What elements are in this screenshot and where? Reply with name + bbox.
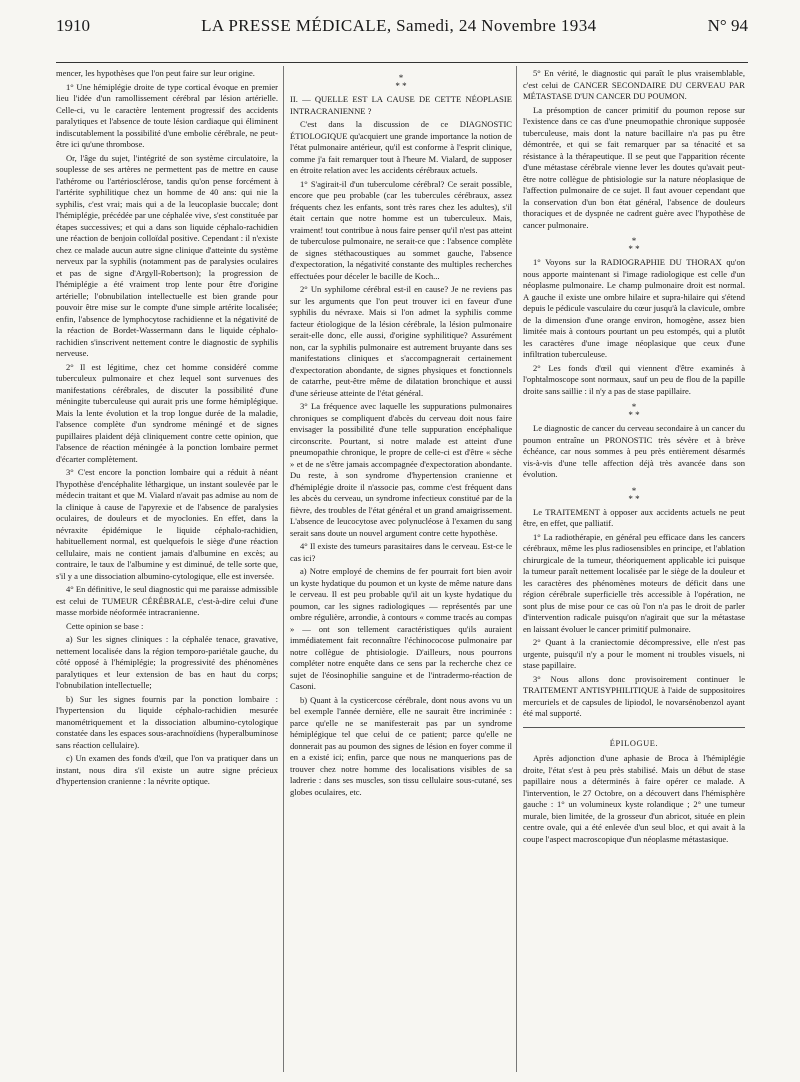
column-1 (56, 68, 278, 790)
col1-body (56, 68, 278, 788)
epilogue-body (523, 753, 745, 845)
paragraph: 2° Un syphilome cérébral est-il en cause? Je ne reviens pas sur les arguments que l'on peut trouver ici en faveur d'une syphilis du névraxe. Mais si l'on admet la syphilis comme facteur étiologique de la lésion cérébrale, la lésion pulmonaire serait-elle donc, elle aussi, d'origine syphilitique? Assurément non, car la syphilis pulmonaire est autrement bruyante dans ses manifestations cliniques et s'accompagnerait certainement d'expectoration abondante, de signes physiques et fonctionnels de catarrhe, peut-être même de dilatation bronchique et aussi d'une sérieuse atteinte de l'état général. (290, 284, 512, 398)
section-separator: * * * (628, 485, 640, 504)
paragraph: b) Quant à la cysticercose cérébrale, dont nous avons vu un bel exemple l'année dernière, elle ne saurait être incriminée : parce qu'elle ne se manifesterait pas par un syndrome hémiplégique tel que celui de ce patient; parce qu'elle ne donnerait pas au poumon des signes de lésion en foyer comme il en a existé ici; enfin, parce que nous ne manquerions pas de trouver chez notre homme des localisations visibles de sa ladrerie : dans ses muscles, son tissu cellulaire sous-cutané, ses globes oculaires, etc. (290, 694, 512, 797)
col3-body-c (523, 423, 745, 481)
page-number: 1910 (56, 16, 90, 35)
paragraph: Cette opinion se base : (66, 620, 144, 631)
paragraph: 2° Il est légitime, chez cet homme considéré comme tuberculeux pulmonaire et chez lequel sont survenues des manifestations cérébrales, de discuter la possibilité d'une méningite tuberculeuse qui aurait pris une forme hémiplégique. Mais la lente évolution et la trop longue durée de la maladie, l'absence complète d'un syndrome méningé et de signes pupillaires plaident déjà cliniquement contre cette opinion, que l'absence de réaction méningée à la ponction lombaire permet d'écarter complètement. (56, 361, 278, 464)
col3-body-b (523, 257, 745, 397)
paragraph: 3° La fréquence avec laquelle les suppurations pulmonaires chroniques se compliquent d'abcès du cerveau doit nous faire envisager la possibilité d'une telle suppuration encéphalique circonscrite. Pourtant, si notre malade est atteint d'une pneumopathie chronique, le propre de celle-ci est d'être « sèche » et de ne s'être jamais accompagnée d'expectoration abondante. Du reste, à son syndrome d'hypertension cranienne et d'hémiplégie droite il n'associe pas, comme c'est fréquent dans les abcès du cerveau, un syndrome infectieux constitué par de la fièvre, des troubles de l'état général et un grand amaigrissement. L'absence de leucocytose avec polynucléose à l'examen du sang serait sans doute un nouvel argument contre cette hypothèse. (290, 401, 512, 538)
header-rule (56, 62, 748, 63)
page-header (56, 16, 748, 44)
paragraph: C'est dans la discussion de ce DIAGNOSTIC ÉTIOLOGIQUE qu'acquiert une grande importance la notion de l'état pulmonaire antérieur, qu'il est conforme à l'esprit clinique, comme j'a fait remarquer tout à l'heure M. Vialard, de supposer en étroite relation avec les accidents cérébraux actuels. (290, 119, 512, 175)
col3-body-a (523, 68, 745, 231)
paragraph: Après adjonction d'une aphasie de Broca à l'hémiplégie droite, l'état s'est à peu près stabilisé. Mais un début de stase papillaire nous a déterminés à faire opérer ce malade. A l'intervention, le 27 Octobre, on a découvert dans l'hémisphère gauche : 1° un volumineux kyste rolandique ; 2° une tumeur murale, bien limitée, de la grosseur d'un abricot, située en plein centre ovale, qui a été enlevée d'un seul bloc, et qui avait à la coupe l'aspect macroscopique d'un néoplasme métastasique. (523, 753, 745, 844)
paragraph: a) Sur les signes cliniques : la céphalée tenace, gravative, nettement localisée dans la région temporo-pariétale gauche, du côté opposé à l'hémiplégie; la progressivité des phénomènes paralytiques et leur extension de bas en haut du corps; l'obnubilation intellectuelle; (56, 634, 278, 690)
paragraph: 2° Les fonds d'œil qui viennent d'être examinés à l'ophtalmoscope sont normaux, sauf un peu de flou de la papille droite sans saillie : il n'y a pas de stase papillaire. (523, 362, 745, 396)
epilogue-heading: ÉPILOGUE. (609, 738, 659, 748)
paragraph: b) Sur les signes fournis par la ponction lombaire : l'hypertension du liquide céphalo-rachidien mesurée manométriquement et la dissociation albumino-cytologique constatée dans les espaces sous-arachnoïdiens (hyperalbuminose sans réaction cellulaire). (56, 693, 278, 750)
column-divider (283, 66, 284, 1072)
paragraph: Le diagnostic de cancer du cerveau secondaire à un cancer du poumon entraîne un PRONOSTIC très sévère et à brève échéance, car nous sommes à peu près entièrement désarmés vis-à-vis d'une telle affection déjà très avancée dans son évolution. (523, 423, 745, 479)
col2-body (290, 119, 512, 798)
paragraph: 3° Nous allons donc provisoirement continuer le TRAITEMENT ANTISYPHILITIQUE à l'aide de suppositoires mercuriels et de capsules de lipiodol, le novarsénobenzol ayant été mal supporté. (523, 673, 745, 718)
journal-title: LA PRESSE MÉDICALE, Samedi, 24 Novembre 1934 (201, 16, 597, 35)
paragraph: Le TRAITEMENT à opposer aux accidents actuels ne peut être, en effet, que palliatif. (523, 506, 745, 528)
section-separator: * * * (628, 236, 640, 254)
paragraph: La présomption de cancer primitif du poumon repose sur l'existence dans ce cas d'une pneumopathie chronique supposée tuberculeuse, mais dont la nature bacillaire n'a pas pu être démontrée, et qui se fait remarquer par sa ténacité et sa résistance à la thérapeutique. Il se peut que l'apparition récente d'une métastase cérébrale vienne lever les doutes qu'avait peut-être notre collègue de phtisiologie sur la nature néoplasique de l'affection pulmonaire de ce sujet. Il faut avouer cependant que la conservation d'un bon état général, l'absence de douleurs thoraciques et de dyspnée ne cadrent guère avec l'hypothèse de cancer pulmonaire. (523, 104, 745, 230)
epilogue-rule (523, 727, 745, 728)
section-separator: * * * (628, 402, 640, 420)
paragraph: 3° C'est encore la ponction lombaire qui a réduit à néant l'hypothèse d'encéphalite léthargique, un instant soulevée par le médecin traitant et que M. Vialard n'avait pas admise au nom de la clinique à cause de l'apyrexie et de l'absence de paralysies oculaires, de douleurs et de myoclonies. En effet, dans la névraxite épidémique le liquide céphalo-rachidien, habituellement normal, est quelquefois le siège d'une réaction cellulaire, mais ne contient jamais d'albumine en excès; au contraire, le taux de l'albumine y est diminué, de telle sorte que, s'il y a une dissociation albumino-cytologique, elle est inversée. (56, 467, 278, 581)
paragraph: 1° La radiothérapie, en général peu efficace dans les cancers cérébraux, même les plus radiosensibles en principe, et l'ablation chirurgicale de la tumeur, théoriquement applicable ici puisque la tumeur paraît nettement localisée par le siège de la douleur et les caractères des phénomènes moteurs de déficit dans une région cérébrale superficielle très accessible à l'opération, ne sont plus de mise pour ce cas où l'on n'a pas le droit de parler d'intervention radicale puisqu'on n'agirait que sur la métastase en laissant évoluer le cancer primitif pulmonaire. (523, 531, 745, 634)
paragraph: 5° En vérité, le diagnostic qui paraît le plus vraisemblable, c'est celui de CANCER SECONDAIRE DU CERVEAU PAR MÉTASTASE D'UN CANCER DU POUMON. (523, 68, 745, 101)
section-heading: II. — QUELLE EST LA CAUSE DE CETTE NÉOPLASIE INTRACRANIENNE ? (290, 94, 512, 116)
section-separator: * * * (395, 73, 407, 91)
paragraph: 2° Quant à la craniectomie décompressive, elle n'est pas urgente, puisqu'il n'y a pour le moment ni troubles visuels, ni stase papillaire. (523, 637, 745, 670)
paragraph: 4° En définitive, le seul diagnostic qui me paraisse admissible est celui de TUMEUR CÉRÉBRALE, c'est-à-dire celui d'une masse morbide néoformée intracranienne. (56, 584, 278, 617)
paragraph: Or, l'âge du sujet, l'intégrité de son système circulatoire, la souplesse de ses artères ne permettent pas de mettre en cause l'athérome ou l'artériosclérose, tandis qu'on pense forcément à l'artérite syphilitique chez un homme de 40 ans: qui nie la syphilis, c'est vrai; mais qui a de la leucoplasie buccale; dont l'hémiplégie, précédée par une céphalée vive, s'est constituée par étapes successives; et qui a dans son liquide céphalo-rachidien une réaction de benjoin colloïdal positive. Cependant : il n'existe chez ce malade aucun autre signe clinique d'atteinte du système nerveux par la syphilis (notamment pas de paralysies oculaires et pas de signe d'Argyll-Robertson); la progression de l'hémiplégie a été vraiment trop lente pour être d'origine artérielle; l'obnubilation intellectuelle est bien grande pour pouvoir être mise sur le compte d'une simple artérite localisée; enfin, l'absence de lymphocytose rachidienne et la négativité de la réaction de Bordet-Wassermann dans le liquide céphalo-rachidien s'inscrivent nettement contre le diagnostic de syphilis nerveuse. (56, 152, 278, 358)
paragraph: 1° Une hémiplégie droite de type cortical évoque en premier lieu l'idée d'un ramollissement cérébral par lésion artérielle. Celle-ci, vu le caractère lentement progressif des accidents paralytiques et l'absence de toute lésion cardiaque qui éliminent indiscutablement la possibilité d'une embolie cérébrale, ne peut-être ici qu'une thrombose. (56, 81, 278, 149)
paragraph: a) Notre employé de chemins de fer pourrait fort bien avoir un kyste hydatique du poumon et un kyste de même nature dans le cerveau. Il est peu probable qu'il ait un kyste hydatique du poumon, car les signes radiologiques — représentés par une ombre régulière, arrondie, à contours « comme tracés au compas » — ont son tellement caractéristiques qu'ils auraient immédiatement fait reconnaître l'échinococose pulmonaire par notre collègue de phtisiologie. D'ailleurs, nous pourrons compléter notre enquête dans ce sens par la recherche chez ce sujet de l'éosinophilie sanguine et de l'intradermo-réaction de Casoni. (290, 566, 512, 691)
col3-body-d (523, 507, 745, 720)
paragraph: c) Un examen des fonds d'œil, que l'on va pratiquer dans un instant, nous dira s'il existe un autre signe précieux d'hypertension cranienne : la névrite optique. (56, 753, 278, 786)
paragraph: 1° Voyons sur la RADIOGRAPHIE DU THORAX qu'on nous apporte maintenant si l'image radiologique est celle d'un néoplasme pulmonaire. Le champ pulmonaire droit est normal. A gauche il existe une ombre hilaire et supra-hilaire qui s'étend depuis le pédicule vasculaire du cœur jusqu'à la clavicule, ombre de la dimension d'une orange environ, homogène, assez bien limitée mais à contours pourtant un peu estompés, qui a plutôt les caractères d'une image néoplasique que ceux d'une infiltration tuberculeuse. (523, 257, 745, 359)
column-2 (290, 68, 512, 800)
paragraph: 1° S'agirait-il d'un tuberculome cérébral? Ce serait possible, encore que peu probable (car les tubercules cérébraux, assez fréquents chez les enfants, sont très rares chez les adultes), s'il était certain que notre homme est un tuberculeux. Mais, vraiment! tout contribue à nous faire penser qu'il n'est pas atteint de tuberculose pulmonaire, ne serait-ce que : l'absence complète de signes stéthacoustiques au sommet gauche, l'absence d'expectoration, la négativité constante des multiples recherches effectuées pour déceler le bacille de Koch... (290, 178, 512, 281)
paragraph: mencer, les hypothèses que l'on peut faire sur leur origine. (56, 68, 255, 78)
issue-number: N° 94 (707, 16, 748, 35)
column-3 (523, 68, 745, 847)
column-divider (516, 66, 517, 1072)
paragraph: 4° Il existe des tumeurs parasitaires dans le cerveau. Est-ce le cas ici? (290, 541, 512, 563)
